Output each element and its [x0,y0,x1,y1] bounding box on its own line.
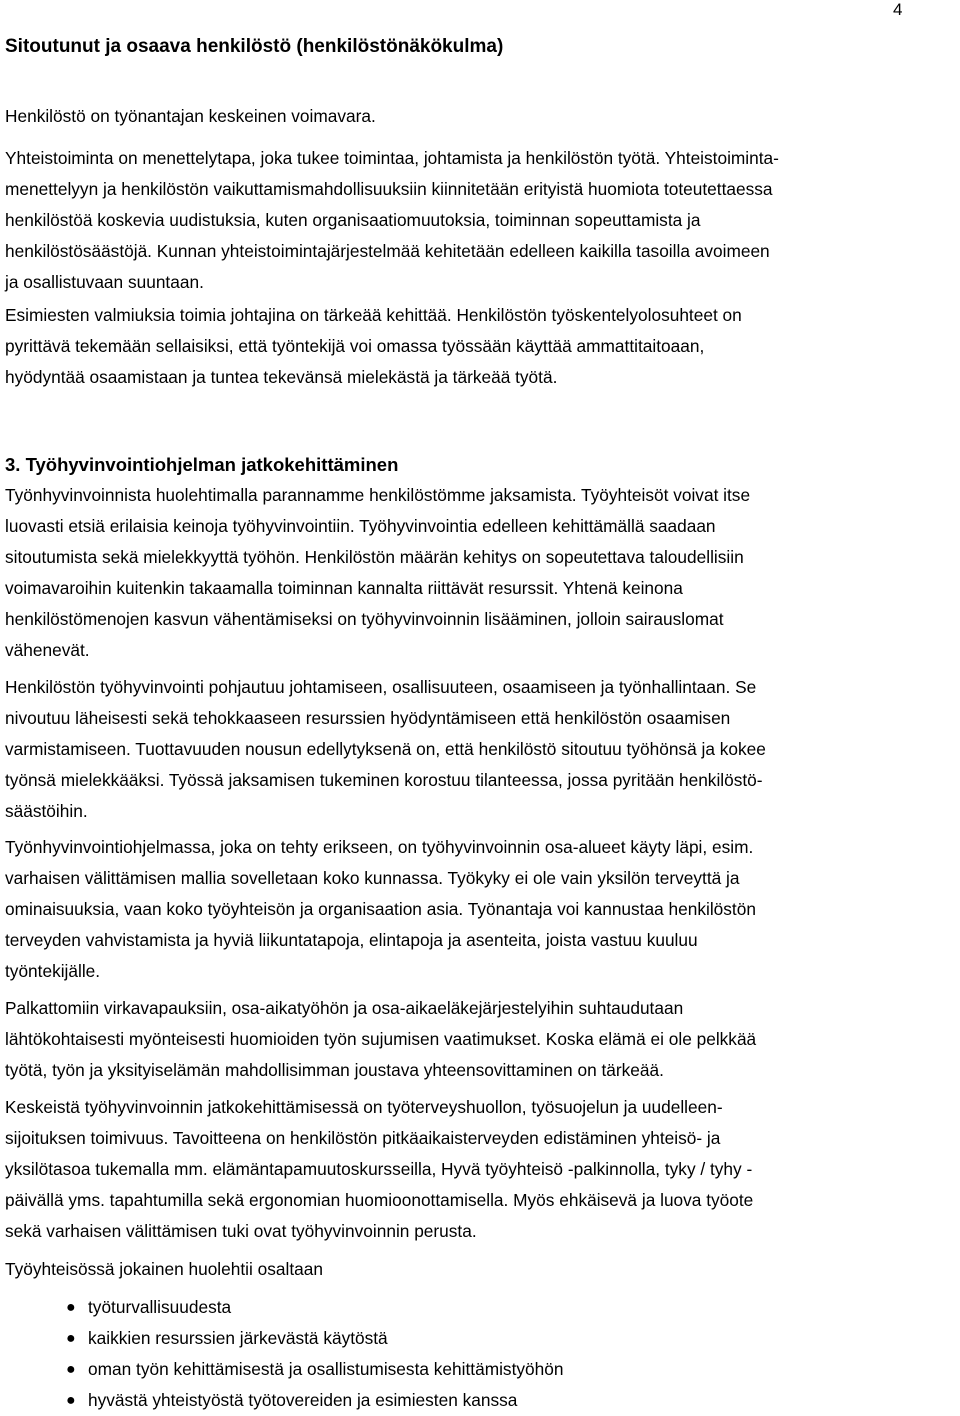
paragraph-intro: Henkilöstö on työnantajan keskeinen voimavara. [5,106,376,126]
list-item [0,1292,940,1323]
page-heading: Sitoutunut ja osaava henkilöstö (henkilöstönäkökulma) [5,36,504,57]
list-item-text: työturvallisuudesta [88,1297,232,1317]
list-item-text: kaikkien resurssien järkevästä käytöstä [88,1328,388,1348]
paragraph-wellbeing-3: Työnhyvinvointiohjelmassa, joka on tehty erikseen, on työhyvinvoinnin osa-alueet käyty läpi, esim. varhaisen välittämisen mallia sovelletaan koko kunnassa. Työkyky ei ole vain yksilön terveyttä ja ominaisuuksia, vaan koko työyhteisön ja organisaation asia. Työnantaja voi kannustaa henkilöstön terveyden vahvistamista ja hyviä liikuntatapoja, elintapoja ja asenteita, joista vastuu kuuluu työntekijälle. [5,837,756,981]
paragraph-list-intro: Työyhteisössä jokainen huolehtii osaltaan [5,1259,323,1279]
bullet-dot-icon: ● [66,1299,76,1316]
paragraph-supervisors: Esimiesten valmiuksia toimia johtajina on tärkeää kehittää. Henkilöstön työskentelyolosuhteet on pyrittävä tekemään sellaisiksi, että työntekijä voi omassa työssään käyttää ammattitaitoaan, hyödyntää osaamistaan ja tuntea tekevänsä mielekästä ja tärkeää työtä. [5,305,742,387]
bullet-dot-icon: ● [66,1361,76,1378]
bullet-dot-icon: ● [66,1330,76,1347]
list-item [0,1323,940,1354]
list-item-text: hyvästä yhteistyöstä työtovereiden ja esimiesten kanssa [88,1390,518,1410]
paragraph-wellbeing-4: Palkattomiin virkavapauksiin, osa-aikatyöhön ja osa-aikaeläkejärjestelyihin suhtaudutaan lähtökohtaisesti myönteisesti huomioiden työn sujumisen vaatimukset. Koska elämä ei ole pelkkää työtä, työn ja yksityiselämän mahdollisimman joustava yhteensovittaminen on tärkeää. [5,998,757,1080]
page-number: 4 [893,0,903,19]
paragraph-wellbeing-5: Keskeistä työhyvinvoinnin jatkokehittämisessä on työterveyshuollon, työsuojelun ja uudelleen- sijoituksen toimivuus. Tavoitteena on henkilöstön pitkäaikaisterveyden edistäminen yhteisö- ja yksilötasoa tukemalla mm. elämäntapamuutoskursseilla, Hyvä työyhteisö -palkinnolla, tyky / tyhy - päivällä yms. tapahtumilla sekä ergonomian huomioonottamisella. Myös ehkäisevä ja luova työote sekä varhaisen välittämisen tuki ovat työhyvinvoinnin perusta. [5,1097,754,1241]
section-title: 3. Työhyvinvointiohjelman jatkokehittäminen [5,454,399,475]
bullet-list [0,1292,940,1416]
list-item [0,1354,940,1385]
paragraph-cooperation: Yhteistoiminta on menettelytapa, joka tukee toimintaa, johtamista ja henkilöstön työtä. Yhteistoiminta- menettelyyn ja henkilöstön vaikuttamismahdollisuuksiin kiinnitetään erityistä huomiota toteutettaessa henkilöstöä koskevia uudistuksia, kuten organisaatiomuutoksia, toiminnan sopeuttamista ja henkilöstösäästöjä. Kunnan yhteistoimintajärjestelmää kehitetään edelleen kaikilla tasoilla avoimeen ja osallistuvaan suuntaan. [5,148,779,292]
paragraph-wellbeing-1: Työnhyvinvoinnista huolehtimalla parannamme henkilöstömme jaksamista. Työyhteisöt voivat itse luovasti etsiä erilaisia keinoja työhyvinvointiin. Työhyvinvointia edelleen kehittämällä saadaan sitoutumista sekä mielekkyyttä työhön. Henkilöstön määrän kehitys on sopeutettava taloudellisiin voimavaroihin kuitenkin takaamalla toiminnan kannalta riittävät resurssit. Yhtenä keinona henkilöstömenojen kasvun vähentämiseksi on työhyvinvoinnin lisääminen, jolloin sairauslomat vähenevät. [5,485,751,660]
list-item-text: oman työn kehittämisestä ja osallistumisesta kehittämistyöhön [88,1359,564,1379]
paragraph-wellbeing-2: Henkilöstön työhyvinvointi pohjautuu johtamiseen, osallisuuteen, osaamiseen ja työnhallintaan. Se nivoutuu läheisesti sekä tehokkaaseen resurssien hyödyntämiseen että henkilöstön osaamisen varmistamiseen. Tuottavuuden nousun edellytyksenä on, että henkilöstö sitoutuu työhönsä ja kokee työnsä mielekkääksi. Työssä jaksamisen tukeminen korostuu tilanteessa, jossa pyritään henkilöstö- säästöihin. [5,677,766,821]
list-item [0,1385,940,1416]
bullet-dot-icon: ● [66,1392,76,1409]
